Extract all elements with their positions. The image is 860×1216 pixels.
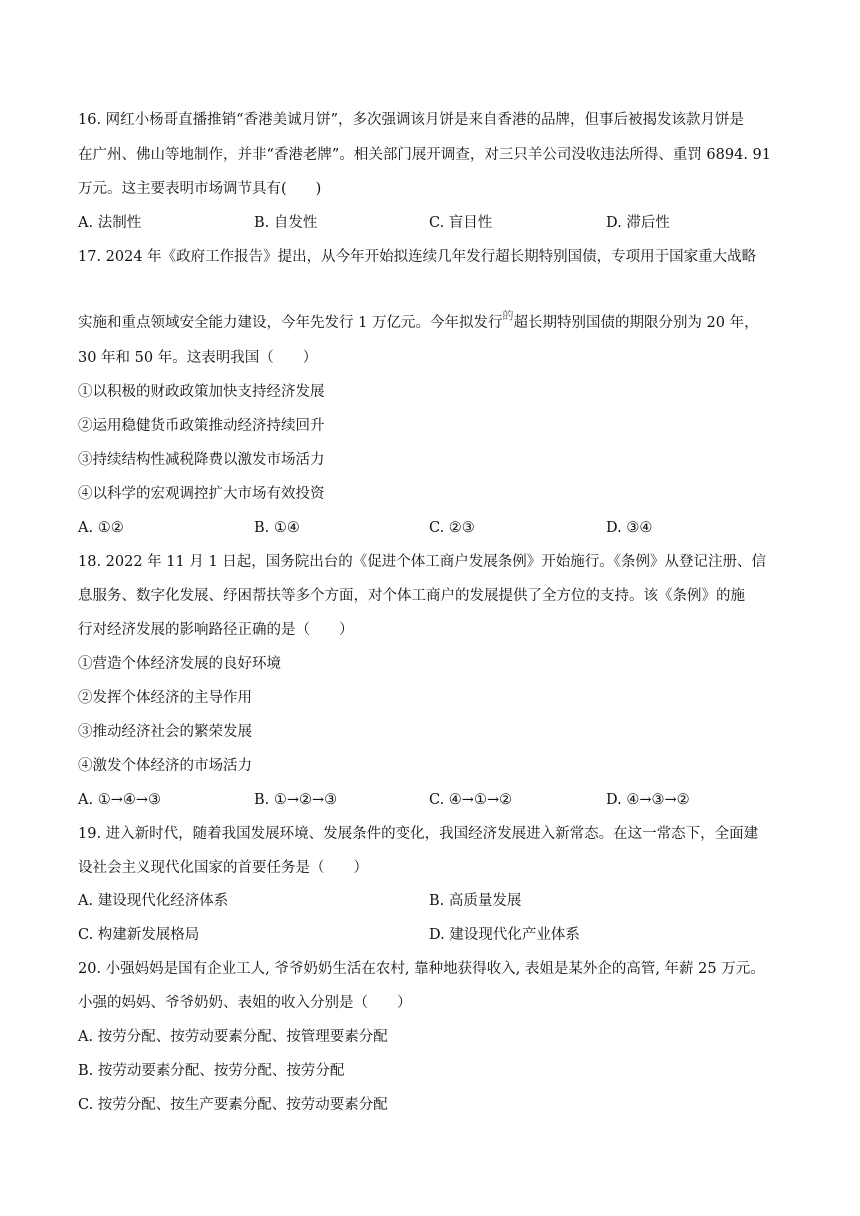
q17-stem-line2 <box>78 309 759 333</box>
q16-option-c: C. 盲目性 <box>429 215 493 231</box>
q18-option-b: B. ①→②→③ <box>254 792 338 808</box>
q17-option-d: D. ③④ <box>606 520 653 536</box>
q19-option-b: B. 高质量发展 <box>429 893 522 909</box>
q17-option-c: C. ②③ <box>429 520 475 536</box>
q18-option-a: A. ①→④→③ <box>78 792 161 808</box>
q16-option-d: D. 滞后性 <box>606 215 670 231</box>
q16-stem-line1: 16. 网红小杨哥直播推销“香港美诚月饼”，多次强调该月饼是来自香港的品牌，但事后被揭发该款月饼是 <box>78 112 744 128</box>
q19-option-d: D. 建设现代化产业体系 <box>429 927 580 943</box>
q17-stem-line1: 17. 2024 年《政府工作报告》提出，从今年开始拟连续几年发行超长期特别国债，专项用于国家重大战略 <box>78 249 757 265</box>
q18-option-d: D. ④→③→② <box>606 792 690 808</box>
q17-stem-line3: 30 年和 50 年。这表明我国（ ） <box>78 350 318 366</box>
q18-item-4: ④激发个体经济的市场活力 <box>78 758 252 774</box>
q18-stem-line1: 18. 2022 年 11 月 1 日起，国务院出台的《促进个体工商户发展条例》开始施行。《条例》从登记注册、信 <box>78 554 767 570</box>
q16-stem-line2: 在广州、佛山等地制作，并非“香港老牌”。相关部门展开调查，对三只羊公司没收违法所得、重罚 6894. 91 <box>78 147 772 163</box>
q17-stray-mark: 的 <box>502 309 514 322</box>
q20-stem-line1: 20. 小强妈妈是国有企业工人, 爷爷奶奶生活在农村, 靠种地获得收入, 表姐是某外企的高管, 年薪 25 万元。 <box>78 961 765 977</box>
q19-stem-line2: 设社会主义现代化国家的首要任务是（ ） <box>78 860 368 876</box>
q16-option-a: A. 法制性 <box>78 215 142 231</box>
exam-page <box>78 0 784 1216</box>
q20-option-a: A. 按劳分配、按劳动要素分配、按管理要素分配 <box>78 1029 388 1045</box>
q19-option-c: C. 构建新发展格局 <box>78 927 200 943</box>
q18-stem-line2: 息服务、数字化发展、纾困帮扶等多个方面，对个体工商户的发展提供了全方位的支持。该《条例》的施 <box>78 588 745 604</box>
q17-item-3: ③持续结构性减税降费以激发市场活力 <box>78 452 325 468</box>
q18-item-2: ②发挥个体经济的主导作用 <box>78 690 252 706</box>
q18-option-c: C. ④→①→② <box>429 792 513 808</box>
q18-stem-line3: 行对经济发展的影响路径正确的是（ ） <box>78 622 354 638</box>
q17-item-1: ①以积极的财政政策加快支持经济发展 <box>78 384 325 400</box>
q20-stem-line2: 小强的妈妈、爷爷奶奶、表姐的收入分别是（ ） <box>78 995 412 1011</box>
q16-stem-line3: 万元。这主要表明市场调节具有( ) <box>78 181 322 197</box>
q19-option-a: A. 建设现代化经济体系 <box>78 893 229 909</box>
q17-stem-line2-part2: 超长期特别国债的期限分别为 20 年， <box>513 315 759 331</box>
q17-item-2: ②运用稳健货币政策推动经济持续回升 <box>78 418 325 434</box>
q16-option-b: B. 自发性 <box>254 215 318 231</box>
q20-option-b: B. 按劳动要素分配、按劳分配、按劳分配 <box>78 1063 345 1079</box>
q18-item-1: ①营造个体经济发展的良好环境 <box>78 656 281 672</box>
q17-stem-line2-part1: 实施和重点领域安全能力建设，今年先发行 1 万亿元。今年拟发行 <box>78 315 503 331</box>
q20-option-c: C. 按劳分配、按生产要素分配、按劳动要素分配 <box>78 1097 388 1113</box>
q17-option-a: A. ①② <box>78 520 124 536</box>
q17-item-4: ④以科学的宏观调控扩大市场有效投资 <box>78 486 325 502</box>
q17-option-b: B. ①④ <box>254 520 300 536</box>
q18-item-3: ③推动经济社会的繁荣发展 <box>78 724 252 740</box>
q19-stem-line1: 19. 进入新时代，随着我国发展环境、发展条件的变化，我国经济发展进入新常态。在这一常态下，全面建 <box>78 826 759 842</box>
